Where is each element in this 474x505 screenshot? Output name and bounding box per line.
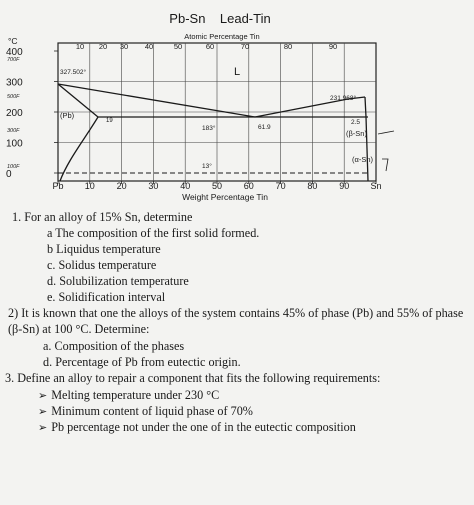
eutectic-temp-label: 183° xyxy=(202,125,216,132)
left-tick-celsius: 300 xyxy=(6,77,23,89)
left-axis-unit: °C xyxy=(8,36,18,46)
beta-pointer xyxy=(378,131,394,134)
solvus-left xyxy=(60,117,98,181)
beta-boundary xyxy=(365,97,368,181)
top-tick-label: 40 xyxy=(144,42,154,51)
sn-melting-label: 231.968° xyxy=(330,95,357,102)
diagram-title: Pb-Sn Lead-Tin xyxy=(169,11,271,26)
low-temp-label: 13° xyxy=(202,163,212,170)
bottom-tick-label: 80 xyxy=(307,181,318,191)
bottom-tick-label: 70 xyxy=(275,181,286,191)
left-tick-fahrenheit: 100F xyxy=(7,164,20,170)
question-3-item-text: Melting temperature under 230 °C xyxy=(51,388,220,402)
arrow-bullet-icon: ➢ xyxy=(38,405,48,418)
left-tick-fahrenheit: 500F xyxy=(7,94,20,100)
bottom-tick-label: 40 xyxy=(180,181,191,191)
top-tick-label: 90 xyxy=(328,42,338,51)
question-3-item xyxy=(38,420,356,435)
arrow-bullet-icon: ➢ xyxy=(38,389,48,402)
top-tick-label: 70 xyxy=(240,42,250,51)
question-3-item-text: Pb percentage not under the one of in the eutectic composition xyxy=(51,420,356,434)
left-tick-celsius: 100 xyxy=(6,138,23,150)
left-axis-ticks xyxy=(6,47,58,180)
top-tick-label: 60 xyxy=(205,42,215,51)
bottom-tick-label: 20 xyxy=(116,181,127,191)
phase-diagram xyxy=(0,0,474,205)
question-1c: c. Solidus temperature xyxy=(47,258,157,272)
left-tick-celsius: 400 xyxy=(6,47,23,58)
beta-solubility-label: 2.5 xyxy=(351,119,361,126)
question-3-item xyxy=(38,404,253,419)
top-tick-label: 30 xyxy=(119,42,129,51)
phase-boundaries xyxy=(58,84,368,181)
beta-phase-label: (β-Sn) xyxy=(346,129,367,138)
left-tick-celsius: 0 xyxy=(6,169,12,180)
alpha-solubility-label: 19 xyxy=(106,118,113,124)
left-tick-celsius: 200 xyxy=(6,108,23,119)
top-tick-label: 80 xyxy=(283,42,293,51)
question-3-item xyxy=(38,388,219,403)
left-tick-fahrenheit: 700F xyxy=(7,57,20,63)
question-1a: a The composition of the first solid formed. xyxy=(47,226,260,240)
top-tick-label: 10 xyxy=(75,42,85,51)
question-1e: e. Solidification interval xyxy=(47,290,166,304)
alpha-sn-pointer xyxy=(382,159,388,171)
pb-melting-label: 327.502° xyxy=(60,69,87,76)
left-tick-fahrenheit: 300F xyxy=(7,128,20,134)
bottom-tick-label: 90 xyxy=(339,181,350,191)
top-tick-label: 20 xyxy=(98,42,108,51)
bottom-tick-label: 30 xyxy=(148,181,159,191)
question-1d: d. Solubilization temperature xyxy=(47,274,189,288)
question-2d: d. Percentage of Pb from eutectic origin. xyxy=(43,355,241,369)
bottom-tick-label: Sn xyxy=(370,181,382,191)
arrow-bullet-icon: ➢ xyxy=(38,421,48,434)
bottom-tick-label: Pb xyxy=(52,181,64,191)
liquid-label: L xyxy=(234,66,241,78)
top-tick-label: 50 xyxy=(173,42,183,51)
question-3: 3. Define an alloy to repair a component that fits the following requirements: xyxy=(5,371,381,385)
bottom-axis-label: Weight Percentage Tin xyxy=(182,192,268,202)
bottom-axis-ticks xyxy=(52,181,381,191)
alpha-sn-phase-label: (α-Sn) xyxy=(352,155,374,164)
question-2a: a. Composition of the phases xyxy=(43,339,185,353)
question-2-line2: (β-Sn) at 100 °C. Determine: xyxy=(8,322,150,336)
bottom-tick-label: 60 xyxy=(243,181,254,191)
question-1b: b Liquidus temperature xyxy=(47,242,161,256)
bottom-tick-label: 10 xyxy=(84,181,95,191)
eutectic-comp-label: 61.9 xyxy=(258,124,271,131)
grid-lines xyxy=(58,43,376,181)
alpha-phase-label: (Pb) xyxy=(60,111,75,120)
bottom-tick-label: 50 xyxy=(211,181,223,191)
question-1: 1. For an alloy of 15% Sn, determine xyxy=(12,210,193,224)
top-axis-label: Atomic Percentage Tin xyxy=(184,32,260,41)
question-2-line1: 2) It is known that one the alloys of the system contains 45% of phase (Pb) and 55% of phase xyxy=(8,306,464,320)
question-3-item-text: Minimum content of liquid phase of 70% xyxy=(51,404,253,418)
